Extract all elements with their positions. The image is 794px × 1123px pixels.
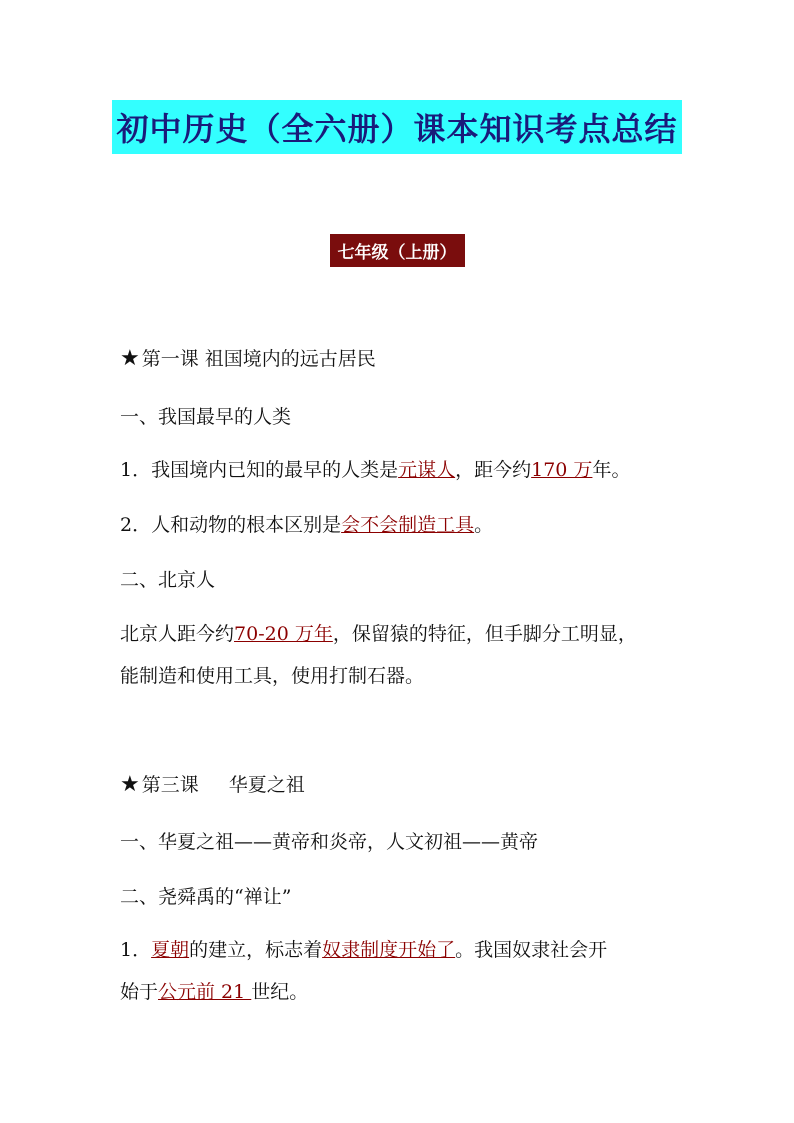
text: 2．人和动物的根本区别是 (120, 514, 342, 536)
text: ，保留猿的特征，但手脚分工明显， (332, 623, 637, 645)
text: 。 (474, 514, 494, 536)
text: 1． (120, 939, 152, 961)
star-icon: ★ (120, 772, 140, 797)
lesson3-point1-line2 (120, 977, 308, 1004)
grade-label: 七年级（上册） (330, 234, 465, 267)
text: 北京人距今约 (120, 623, 235, 645)
lesson3-section2: 二、尧舜禹的“禅让” (120, 886, 292, 908)
highlight-slavery: 奴隶制度开始了 (322, 939, 456, 961)
lesson3-title-b: 华夏之祖 (228, 774, 305, 796)
lesson1-section2: 二、北京人 (120, 569, 216, 591)
text: 年。 (592, 459, 631, 481)
text: 世纪。 (251, 981, 309, 1003)
title-block (0, 100, 794, 154)
text: ，距今约 (455, 459, 532, 481)
document-title: 初中历史（全六册）课本知识考点总结 (112, 100, 681, 154)
star-icon: ★ (120, 346, 140, 371)
highlight-xia: 夏朝 (151, 939, 190, 961)
text: 1．我国境内已知的最早的人类是 (120, 459, 399, 481)
highlight-7020: 70-20 万年 (234, 623, 333, 645)
lesson3-heading (120, 770, 305, 797)
text: 始于 (120, 981, 159, 1003)
lesson1-title: 第一课 祖国境内的远古居民 (141, 348, 376, 370)
highlight-170: 170 万 (531, 459, 593, 481)
lesson1-point2 (120, 510, 493, 537)
highlight-21bc: 公元前 21 (158, 981, 252, 1003)
text: 。我国奴隶社会开 (455, 939, 608, 961)
text: 的建立，标志着 (189, 939, 323, 961)
lesson3-title-a: 第三课 (141, 774, 199, 796)
highlight-yuanmou: 元谋人 (398, 459, 456, 481)
lesson1-heading (120, 344, 376, 371)
lesson3-point1-line1 (120, 935, 607, 962)
lesson1-point1 (120, 455, 630, 482)
grade-block (0, 234, 794, 267)
lesson1-point3-line1 (120, 619, 637, 646)
lesson1-section1: 一、我国最早的人类 (120, 406, 292, 428)
highlight-tools: 会不会制造工具 (341, 514, 475, 536)
lesson3-section1: 一、华夏之祖——黄帝和炎帝，人文初祖——黄帝 (120, 831, 539, 853)
lesson1-point3-line2: 能制造和使用工具，使用打制石器。 (120, 665, 425, 687)
